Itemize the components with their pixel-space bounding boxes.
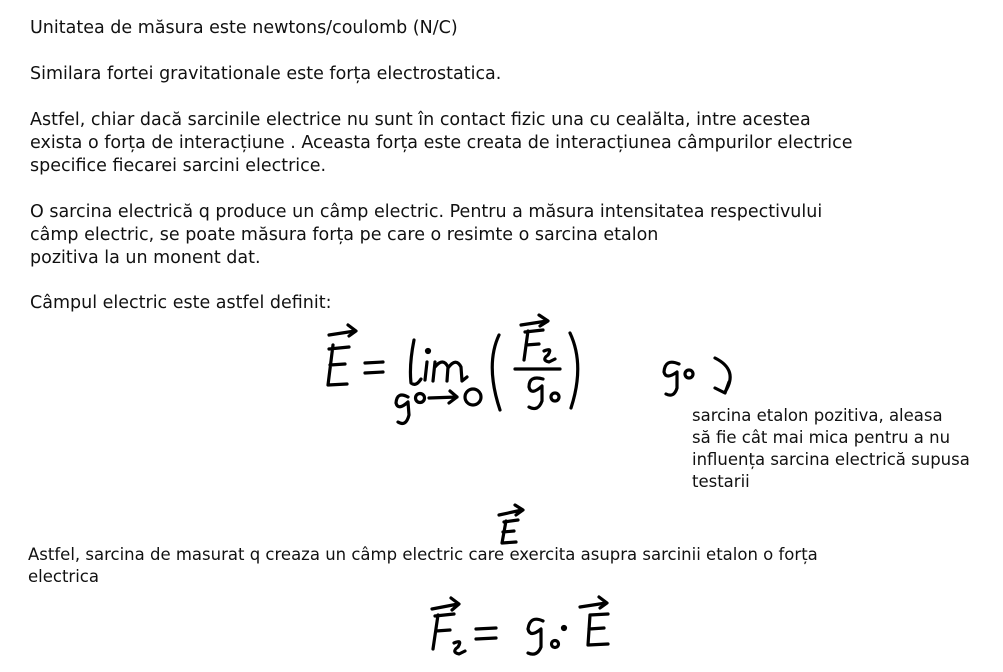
- denominator-q: [529, 378, 543, 409]
- force-equals-sign: [476, 628, 496, 639]
- force-e-subscript: [454, 642, 465, 654]
- multiplication-dot: [563, 627, 566, 630]
- lim-m-stroke: [433, 362, 467, 381]
- equals-sign: [365, 362, 383, 373]
- paragraph2-line1: O sarcina electrică q produce un câmp electric. Pentru a măsura intensitatea respectivului: [30, 202, 823, 222]
- lim-l-stroke: [410, 340, 421, 384]
- electric-field-definition-formula: [315, 305, 595, 430]
- force-f-letter: [433, 614, 454, 649]
- paragraph3-line1: Astfel, sarcina de masurat q creaza un câmp electric care exercita asupra sarcinii etalon o forța: [28, 545, 818, 564]
- e-letter-stroke: [328, 345, 349, 385]
- force-e-arrow: [580, 597, 607, 608]
- annotation-line1: sarcina etalon pozitiva, aleasa: [692, 406, 943, 425]
- inline-e-letter: [502, 520, 518, 543]
- fe-vector-arrow: [521, 315, 548, 326]
- lim-i-dot: [427, 350, 430, 353]
- annotation-line2: să fie cât mai mica pentru a nu: [692, 428, 951, 447]
- paragraph3-line2: electrica: [28, 567, 99, 586]
- paragraph1-line3: specifice fiecarei sarcini electrice.: [30, 156, 327, 176]
- q0-marker-q: [664, 362, 679, 395]
- right-paren: [570, 333, 578, 408]
- paragraph1-line1: Astfel, chiar dacă sarcinile electrice nu sunt în contact fizic una cu cealălta, intre acestea: [30, 110, 811, 130]
- annotation-line4: testarii: [692, 472, 750, 491]
- force-q-zero: [552, 641, 559, 648]
- curved-arrow-icon: [715, 358, 730, 393]
- unit-line: Unitatea de măsura este newtons/coulomb (N/C): [30, 18, 458, 38]
- paragraph2-line3: pozitiva la un monent dat.: [30, 248, 261, 268]
- q0-marker-with-arrow: [655, 348, 755, 403]
- similar-line: Similara fortei gravitationale este forța electrostatica.: [30, 64, 502, 84]
- fe-e-subscript: [544, 350, 555, 362]
- q0-sub-q: [396, 395, 409, 423]
- lim-i-stroke: [425, 362, 427, 380]
- force-q-letter: [528, 619, 543, 654]
- force-formula: [420, 595, 620, 667]
- fe-f-letter: [524, 330, 543, 360]
- limit-arrow: [429, 391, 457, 403]
- force-e-letter: [588, 614, 608, 645]
- limit-zero: [465, 389, 481, 405]
- q0-sub-zero: [416, 394, 425, 403]
- definition-line: Câmpul electric este astfel definit:: [30, 293, 332, 313]
- annotation-line3: influența sarcina electrică supusa: [692, 450, 970, 469]
- e-vector-arrow: [329, 325, 356, 336]
- denominator-zero: [551, 393, 559, 401]
- q0-marker-zero: [685, 370, 693, 378]
- force-fe-arrow: [432, 598, 459, 610]
- inline-e-arrow: [499, 505, 523, 515]
- left-paren: [492, 335, 500, 410]
- paragraph1-line2: exista o forța de interacțiune . Aceasta forța este creata de interacțiunea câmpurilor electrice: [30, 133, 853, 153]
- paragraph2-line2: câmp electric, se poate măsura forța pe care o resimte o sarcina etalon: [30, 225, 659, 245]
